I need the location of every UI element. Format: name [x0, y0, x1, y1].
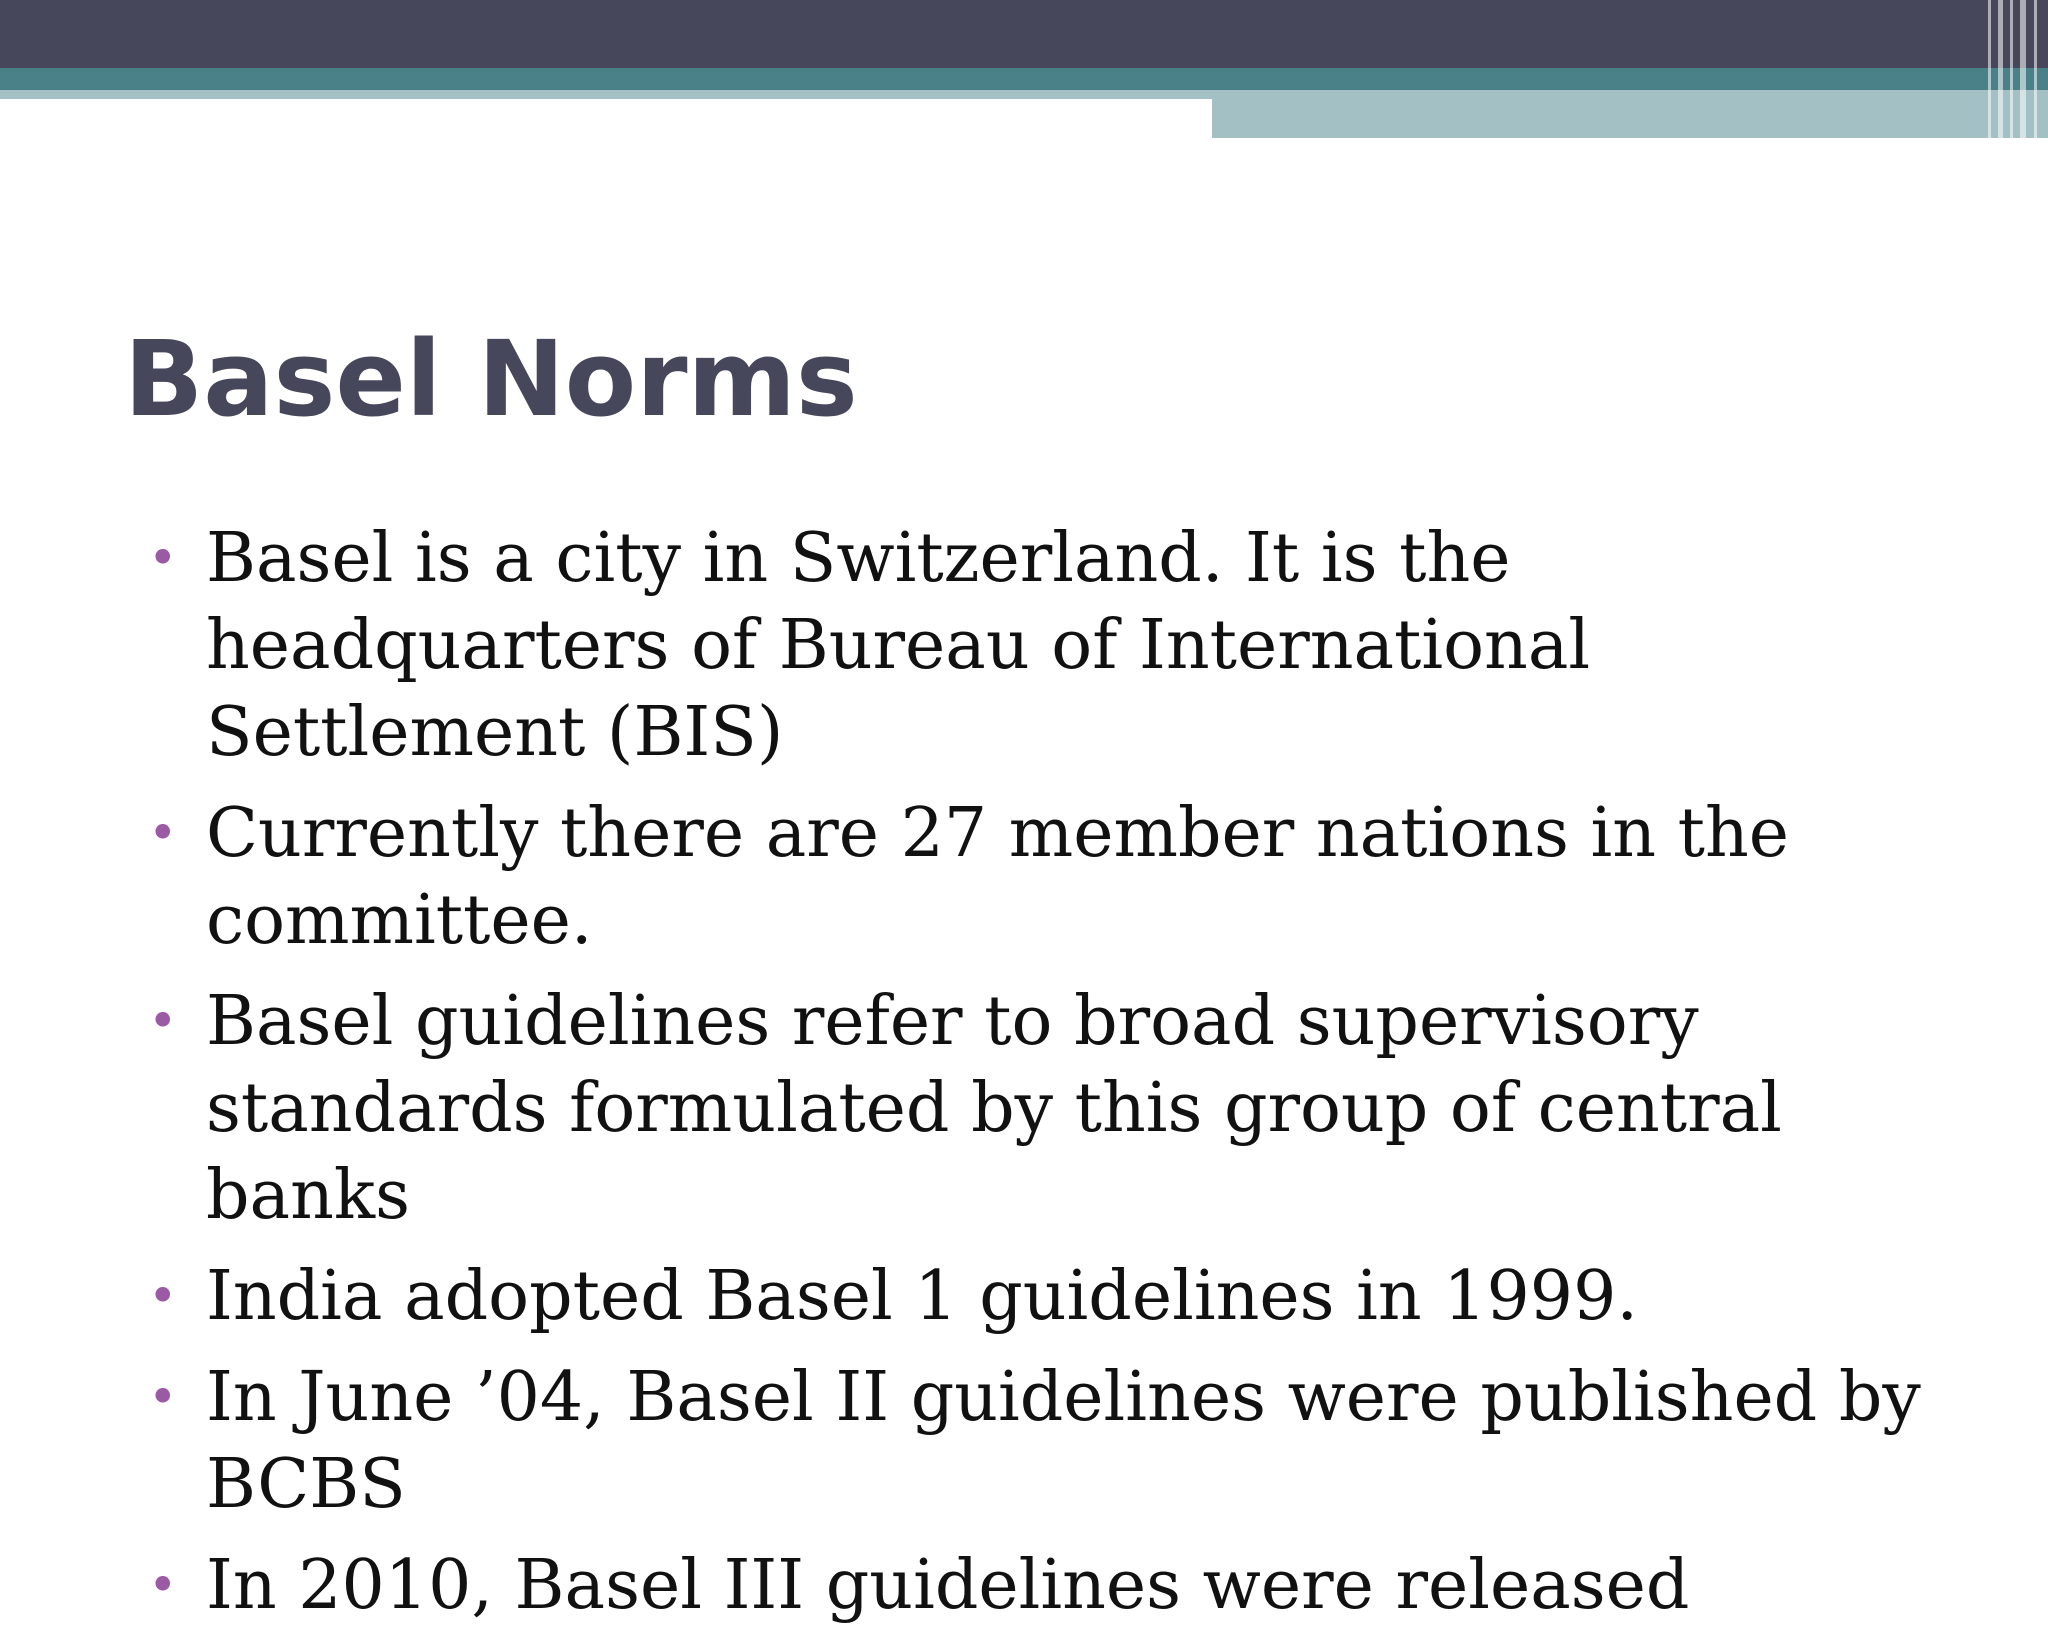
bullet-icon: •	[148, 1556, 178, 1614]
bullet-text: Basel guidelines refer to broad supervisory standards formulated by this group of central banks	[206, 982, 1782, 1235]
header-stripe	[1998, 0, 2003, 138]
header-stripe	[2020, 0, 2026, 138]
list-item	[140, 1542, 1960, 1629]
bullet-list	[140, 515, 1960, 1643]
header-band-dark	[0, 0, 2048, 68]
bullet-icon: •	[148, 1368, 178, 1426]
list-item	[140, 790, 1960, 964]
bullet-icon: •	[148, 992, 178, 1050]
list-item	[140, 978, 1960, 1239]
bullet-text: Currently there are 27 member nations in the committee.	[206, 794, 1790, 960]
header-stripe	[2034, 0, 2037, 138]
header-band-light-left	[0, 90, 1212, 99]
bullet-icon: •	[148, 804, 178, 862]
list-item	[140, 1354, 1960, 1528]
bullet-text: In June ’04, Basel II guidelines were published by BCBS	[206, 1358, 1921, 1524]
header-stripe	[1988, 0, 1991, 138]
bullet-text: In 2010, Basel III guidelines were released	[206, 1546, 1690, 1625]
header-stripes	[1984, 0, 2048, 138]
list-item	[140, 1253, 1960, 1340]
bullet-text: Basel is a city in Switzerland. It is the headquarters of Bureau of International Settlement (BIS)	[206, 519, 1591, 772]
header-stripe	[2010, 0, 2013, 138]
slide-title: Basel Norms	[124, 318, 858, 440]
bullet-icon: •	[148, 1267, 178, 1325]
header-band-light-right	[1212, 90, 2048, 138]
bullet-text: India adopted Basel 1 guidelines in 1999.	[206, 1257, 1638, 1336]
header-band-teal	[0, 68, 2048, 90]
bullet-icon: •	[148, 529, 178, 587]
list-item	[140, 515, 1960, 776]
